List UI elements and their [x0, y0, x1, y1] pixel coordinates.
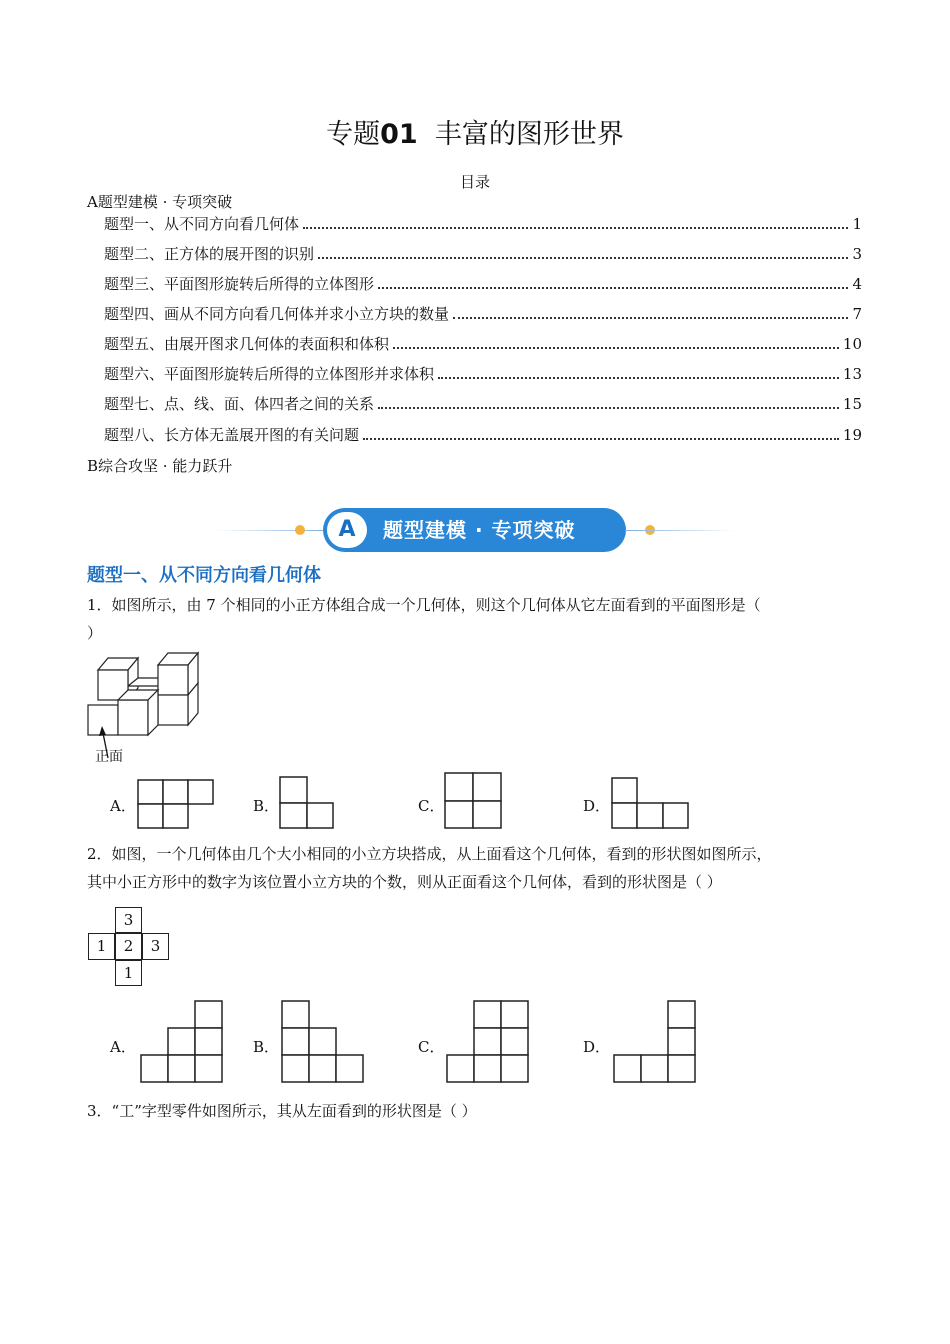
toc-heading: 目录	[459, 173, 490, 191]
question-1-text	[87, 591, 867, 647]
banner-dot-left	[295, 525, 305, 535]
q2-option-c-label[interactable]: C．	[418, 1038, 445, 1056]
toc-leader	[453, 316, 848, 319]
toc-leader	[378, 286, 848, 289]
toc-leader	[378, 406, 839, 409]
q1-option-a-label[interactable]: A．	[110, 797, 136, 815]
page-title: 专题01 丰富的图形世界	[326, 119, 624, 150]
toc-item[interactable]	[104, 363, 862, 384]
q1-option-a-figure	[137, 779, 214, 830]
banner-line-right	[625, 530, 735, 531]
toc-item[interactable]	[104, 333, 862, 354]
section-heading: 题型一、从不同方向看几何体	[87, 565, 321, 586]
banner-letter: A	[327, 512, 367, 548]
question-2-line-1: 2．如图，一个几何体由几个大小相同的小立方块搭成，从上面看这个几何体，看到的形状图如图所示，	[87, 845, 772, 863]
toc-item-page: 7	[852, 305, 862, 323]
q1-option-c-figure	[444, 772, 504, 830]
toc-item[interactable]	[104, 424, 862, 445]
q2-top-view-grid	[88, 907, 170, 987]
toc-leader	[363, 437, 839, 440]
grid-cell: 1	[115, 960, 142, 986]
toc-item-page: 10	[842, 335, 862, 353]
q2-option-d-label[interactable]: D．	[583, 1038, 611, 1056]
toc-item-page: 19	[842, 426, 862, 444]
toc-item-label: 题型五、由展开图求几何体的表面积和体积	[104, 335, 390, 353]
toc-item[interactable]	[104, 303, 862, 324]
q1-option-d-label[interactable]: D．	[583, 797, 611, 815]
toc-section-a: A题型建模 · 专项突破	[87, 193, 233, 211]
q1-cube-figure	[80, 648, 210, 743]
q2-option-b-label[interactable]: B．	[253, 1038, 280, 1056]
banner-pill	[323, 508, 626, 552]
q2-option-c-figure	[446, 1000, 530, 1084]
q1-option-d-figure	[611, 777, 691, 830]
toc-item-page: 4	[852, 275, 862, 293]
toc-item-label: 题型二、正方体的展开图的识别	[104, 245, 315, 263]
toc-leader	[318, 256, 848, 259]
question-2-line-2: 其中小正方形中的数字为该位置小立方块的个数，则从正面看这个几何体，看到的形状图是（ ）	[87, 873, 722, 891]
q2-option-b-figure	[281, 1000, 365, 1084]
toc-item-label: 题型八、长方体无盖展开图的有关问题	[104, 426, 360, 444]
q2-option-a-label[interactable]: A．	[110, 1038, 136, 1056]
grid-cell: 2	[115, 933, 142, 960]
toc-item-page: 3	[852, 245, 862, 263]
toc-item[interactable]	[104, 243, 862, 264]
question-3-text: 3．“工”字型零件如图所示，其从左面看到的形状图是（ ）	[87, 1102, 477, 1120]
toc-item[interactable]	[104, 213, 862, 234]
section-banner	[215, 508, 735, 552]
grid-cell: 3	[115, 907, 142, 933]
q2-option-a-figure	[140, 1000, 224, 1084]
toc-item-label: 题型三、平面图形旋转后所得的立体图形	[104, 275, 375, 293]
toc-item-label: 题型七、点、线、面、体四者之间的关系	[104, 395, 375, 413]
question-1-line-1: 1．如图所示，由 7 个相同的小正方体组合成一个几何体，则这个几何体从它左面看到的平面图形是（	[87, 596, 761, 614]
q1-option-c-label[interactable]: C．	[418, 797, 445, 815]
q2-option-d-figure	[613, 1000, 697, 1084]
q1-option-b-figure	[279, 776, 335, 830]
toc-leader	[303, 226, 848, 229]
question-2-text	[87, 840, 867, 896]
front-label: 正面	[95, 749, 123, 765]
toc-leader	[393, 346, 839, 349]
toc-item-label: 题型六、平面图形旋转后所得的立体图形并求体积	[104, 365, 435, 383]
toc-item[interactable]	[104, 273, 862, 294]
toc-item-label: 题型四、画从不同方向看几何体并求小立方块的数量	[104, 305, 450, 323]
toc-item[interactable]	[104, 393, 862, 414]
toc-leader	[438, 376, 839, 379]
q1-option-b-label[interactable]: B．	[253, 797, 280, 815]
banner-text: 题型建模 · 专项突破	[383, 518, 576, 542]
toc-item-label: 题型一、从不同方向看几何体	[104, 215, 300, 233]
banner-line-left	[215, 530, 325, 531]
grid-cell: 3	[142, 933, 169, 960]
question-1-line-2: ）	[87, 624, 103, 642]
toc-section-b: B综合攻坚 · 能力跃升	[87, 457, 233, 475]
toc-item-page: 13	[842, 365, 862, 383]
grid-cell: 1	[88, 933, 115, 960]
toc-item-page: 1	[852, 215, 862, 233]
toc-item-page: 15	[842, 395, 862, 413]
